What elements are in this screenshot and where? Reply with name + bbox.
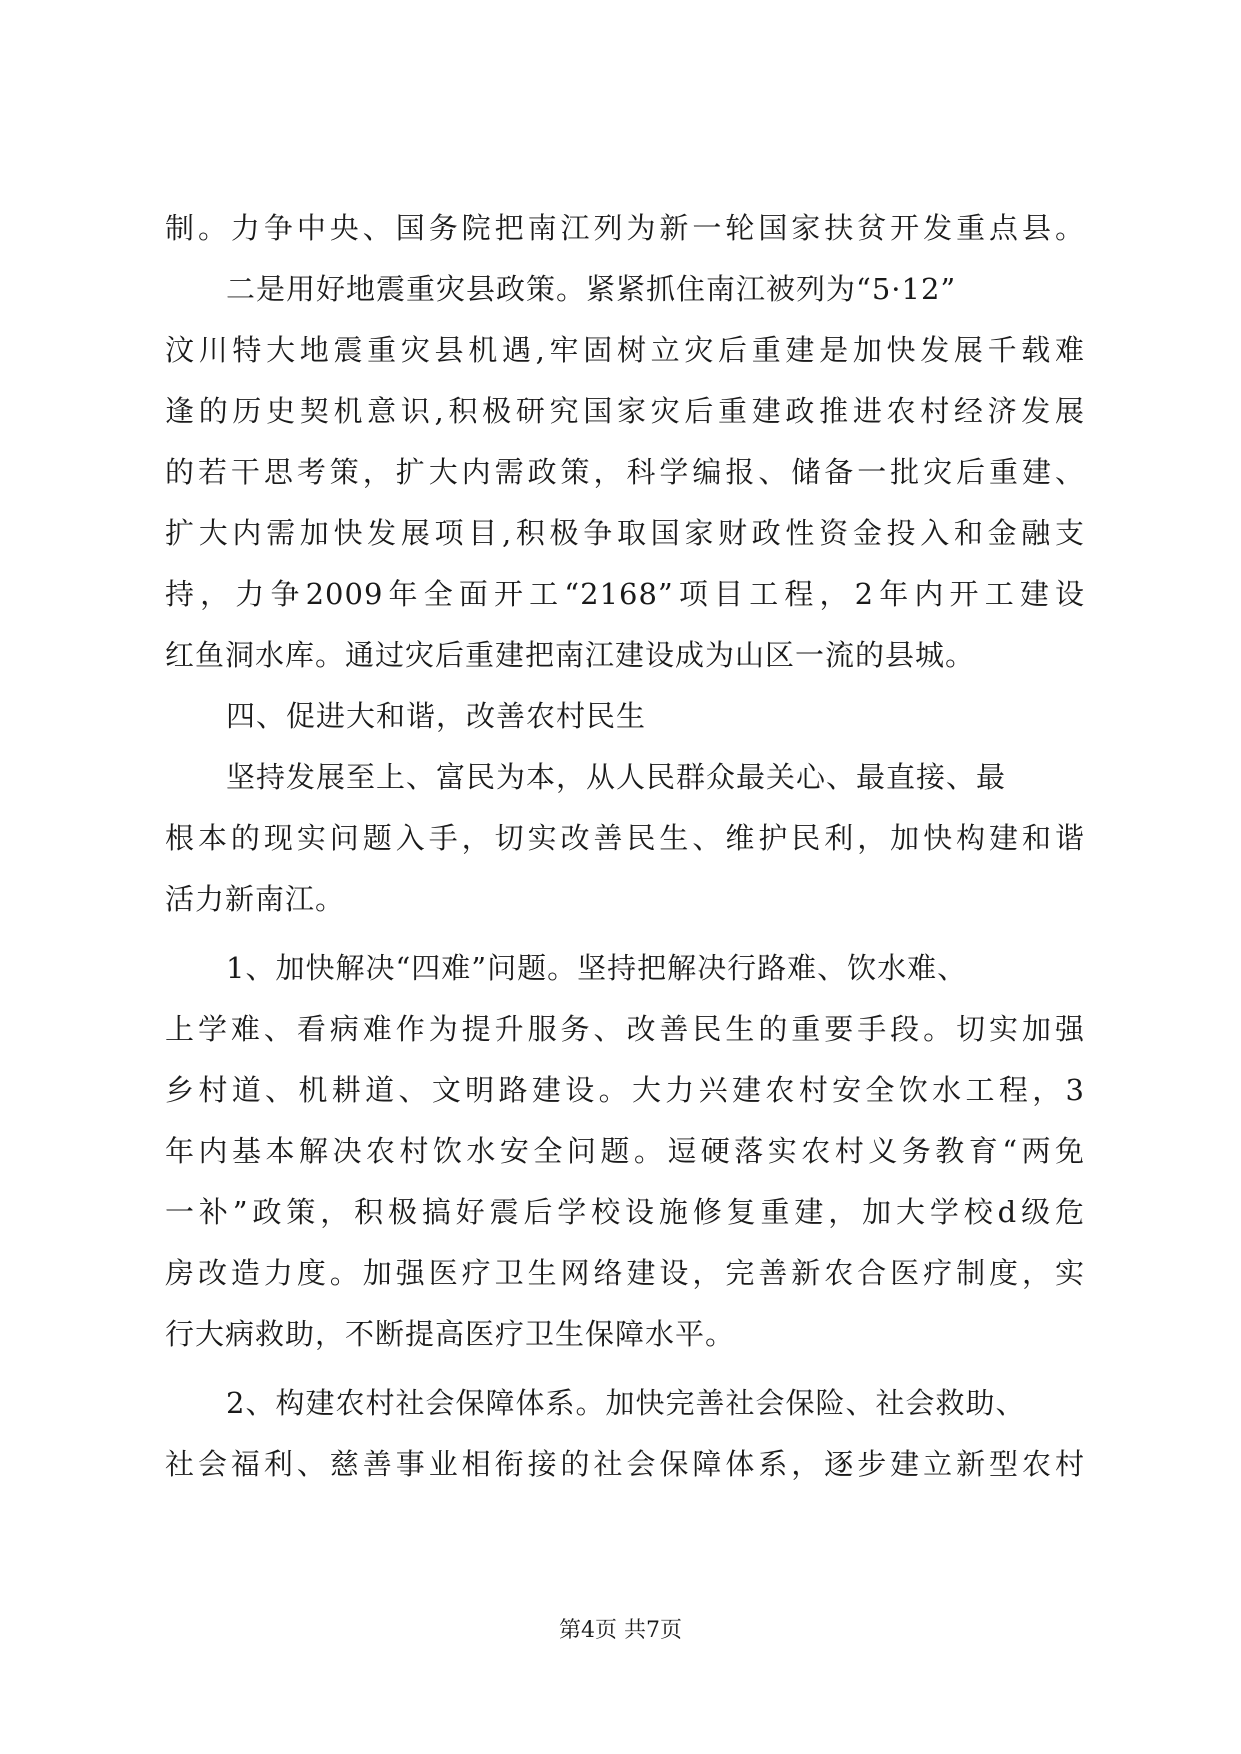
text-line: 根本的现实问题入手，切实改善民生、维护民利，加快构建和谐	[165, 821, 1085, 855]
text-line: 扩大内需加快发展项目,积极争取国家财政性资金投入和金融支	[165, 516, 1085, 550]
text-line: 2、构建农村社会保障体系。加快完善社会保险、社会救助、	[226, 1386, 1026, 1420]
text-line: 一补”政策，积极搞好震后学校设施修复重建，加大学校d级危	[165, 1195, 1085, 1229]
text-line: 红鱼洞水库。通过灾后重建把南江建设成为山区一流的县城。	[165, 638, 976, 672]
document-body	[165, 198, 1085, 1495]
text-line: 汶川特大地震重灾县机遇,牢固树立灾后重建是加快发展千载难	[165, 333, 1085, 367]
text-line: 乡村道、机耕道、文明路建设。大力兴建农村安全饮水工程，3	[165, 1073, 1085, 1107]
text-line: 活力新南江。	[165, 882, 346, 916]
text-line: 坚持发展至上、富民为本，从人民群众最关心、最直接、最	[226, 760, 1007, 794]
text-line: 的若干思考策，扩大内需政策，科学编报、储备一批灾后重建、	[165, 455, 1085, 489]
page-number: 第4页 共7页	[559, 1618, 682, 1643]
text-line: 上学难、看病难作为提升服务、改善民生的重要手段。切实加强	[165, 1012, 1085, 1046]
text-line: 制。力争中央、国务院把南江列为新一轮国家扶贫开发重点县。	[165, 211, 1085, 245]
text-line: 逢的历史契机意识,积极研究国家灾后重建政推进农村经济发展	[165, 394, 1085, 428]
text-line: 持，力争2009年全面开工“2168”项目工程，2年内开工建设	[165, 577, 1085, 611]
section-heading: 四、促进大和谐，改善农村民生	[226, 699, 647, 733]
text-line: 房改造力度。加强医疗卫生网络建设，完善新农合医疗制度，实	[165, 1256, 1085, 1290]
text-line: 社会福利、慈善事业相衔接的社会保障体系，逐步建立新型农村	[165, 1447, 1085, 1481]
text-line: 行大病救助，不断提高医疗卫生保障水平。	[165, 1317, 736, 1351]
text-line: 1、加快解决“四难”问题。坚持把解决行路难、饮水难、	[226, 951, 968, 985]
text-line: 二是用好地震重灾县政策。紧紧抓住南江被列为“5·12”	[226, 272, 957, 306]
text-line: 年内基本解决农村饮水安全问题。逗硬落实农村义务教育“两免	[165, 1134, 1085, 1168]
